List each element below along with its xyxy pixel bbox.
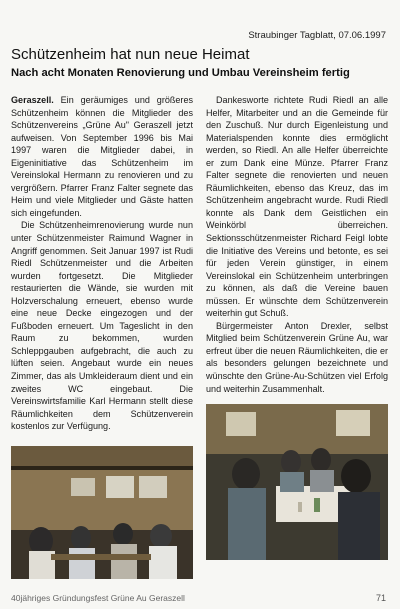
right-paragraph-1: Dankesworte richtete Rudi Riedl an alle Helfer, Mitarbeiter und an die Gemeinde für den Zuschuß. Nur durch Eigenleistung und Materialspenden konnte dies ermöglicht werden, so Riedl. An alle Helfer überreichte er zum Dank eine Münze. Pfarrer Franz Falter segnete die renovierten und neuen Räumlichkeiten, ebenso das Kreuz, das im Schützenheim angebracht wurde. Rudi Riedl konnte als Dank dem Geistlichen ein Weinkörbl überreichen. Sektionsschützenmeister Richard Feigl lobte die Initiative des Vereins und betonte, es sei für jeden Verein günstiger, in einem Vereinslokal ein Schützenheim unterbringen zu können, als daß die Vereine bauen müssen. Er wünschte dem Schützenverein weiterhin gut Schuß. [206,95,388,319]
article-title: Schützenheim hat nun neue Heimat [11,46,250,63]
clubroom-interior-photo [11,446,193,579]
dateline: Geraszell. [11,95,54,105]
right-paragraph-2: Bürgermeister Anton Drexler, selbst Mitglied beim Schützenverein Grüne Au, war erfreut über die neuen Räumlichkeiten, die er als besonders gelungen bezeichnete und wünschte den Grüne-Au-Schützen viel Erfolg und weiterhin Zusammenhalt. [206,320,388,394]
guests-at-table-photo [206,404,388,560]
left-text-column [11,94,193,433]
article-subtitle: Nach acht Monaten Renovierung und Umbau Vereinsheim fertig [11,67,350,79]
left-paragraph-1-text: Ein geräumiges und größeres Schützenheim können die Mitglieder des Schützenvereins „Grüne Au" Geraszell jetzt aufweisen. Von September 1996 bis Mai 1997 waren die Mitglieder dabei, in Eigeninitiative das Schützenheim im Vereinslokal Hermann zu renovieren und zu vergrößern. Pfarrer Franz Falter segnete das Heim und viele Mitglieder und Gäste hatten sich eingefunden. [11,95,193,218]
left-paragraph-2: Die Schützenheimrenovierung wurde nun unter Schützenmeister Raimund Wagner in Angriff genommen. Seit Januar 1997 ist Rudi Riedl Schützenmeister und die Arbeiten wurden fortgesetzt. Die Mitglieder restaurierten die Wände, sie wurden mit Holzverschalung erneuert, ebenso wurde eine neue Decke eingezogen und der Fußboden erneuert. Um Tageslicht in den Raum zu bekommen, wurden Schleppgauben aufgebracht, die auch zu lüften seien. Angebaut wurde ein neues Zimmer, das als Umkleideraum dient und ein zweites WC eingebaut. Die Vereinswirtsfamilie Karl Hermann stellt diese Räumlichkeiten dem Schützenverein kostenlos zur Verfügung. [11,220,193,432]
page-number: 71 [375,593,386,603]
right-text-column [206,94,388,395]
page-footer: 40jähriges Gründungsfest Grüne Au Geraszell [11,593,185,603]
source-citation: Straubinger Tagblatt, 07.06.1997 [248,30,386,41]
left-paragraph-1 [11,94,193,219]
